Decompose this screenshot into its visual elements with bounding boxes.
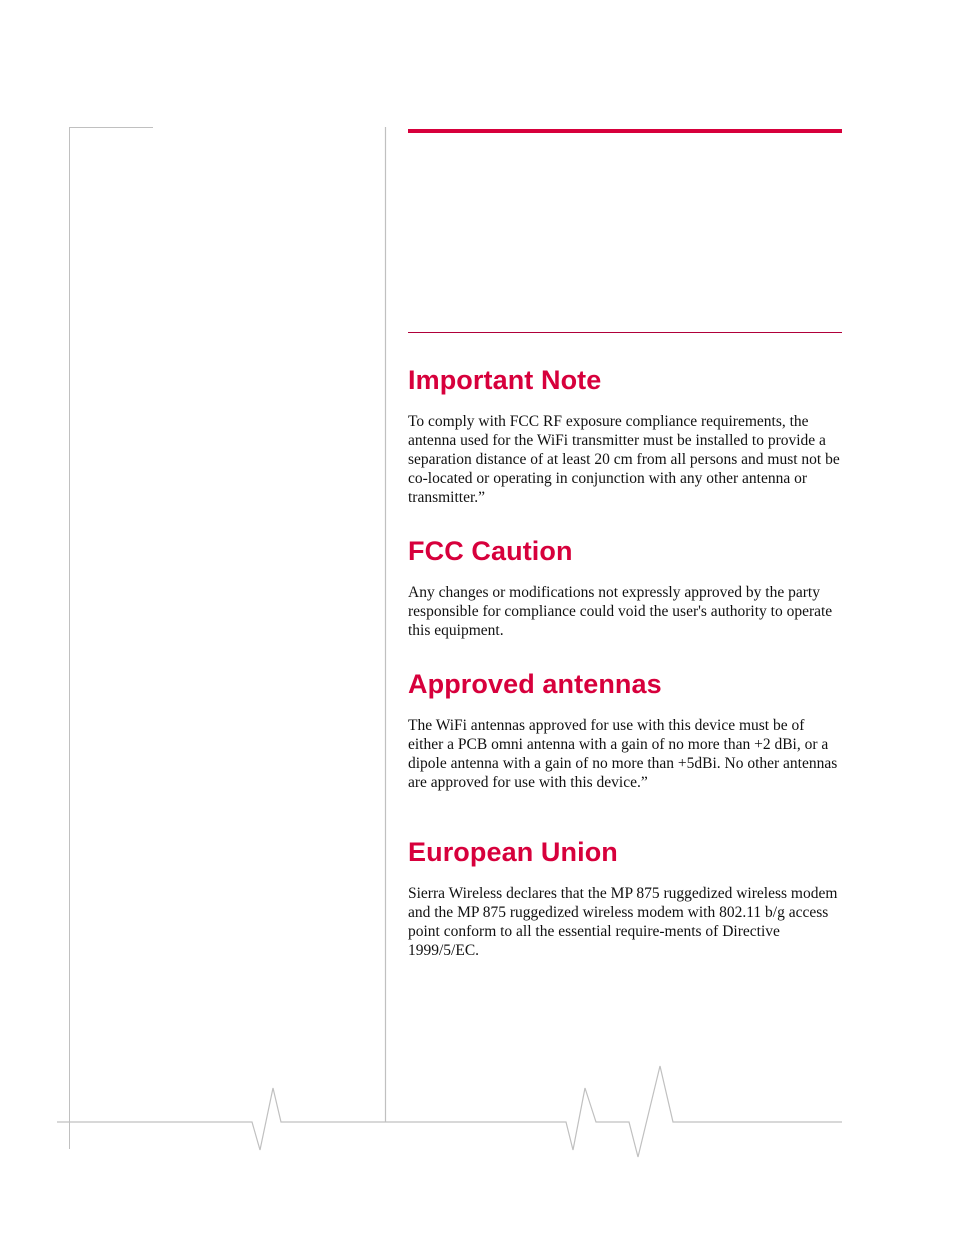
section-fcc-caution xyxy=(408,533,842,640)
top-accent-bar xyxy=(408,129,842,133)
section-heading: Approved antennas xyxy=(408,669,662,699)
bottom-waveform-rule-left xyxy=(57,1088,385,1150)
section-body: Sierra Wireless declares that the MP 875 ruggedized wireless modem and the MP 875 ruggedized wireless modem with 802.11 b/g access point conform to all the essential require-ments of Directive 1999/5/EC. xyxy=(408,885,838,959)
section-european-union xyxy=(408,834,842,960)
bottom-waveform-rule-right xyxy=(385,1066,842,1157)
header-accent-rule xyxy=(408,332,842,333)
section-body: The WiFi antennas approved for use with this device must be of either a PCB omni antenna with a gain of no more than +2 dBi, or a dipole antenna with a gain of no more than +5dBi. No other antennas are approved for use with this device.” xyxy=(408,717,838,791)
section-approved-antennas xyxy=(408,666,842,792)
section-body: Any changes or modifications not expressly approved by the party responsible for compliance could void the user's authority to operate this equipment. xyxy=(408,584,833,639)
section-heading: Important Note xyxy=(408,365,602,395)
section-body: To comply with FCC RF exposure compliance requirements, the antenna used for the WiFi transmitter must be installed to provide a separation distance of at least 20 cm from all persons and must not be co-located or operating in conjunction with any other antenna or transmitter.” xyxy=(408,413,840,506)
section-heading: European Union xyxy=(408,837,618,867)
section-heading: FCC Caution xyxy=(408,536,573,566)
main-content xyxy=(408,362,842,960)
section-important-note xyxy=(408,362,842,507)
